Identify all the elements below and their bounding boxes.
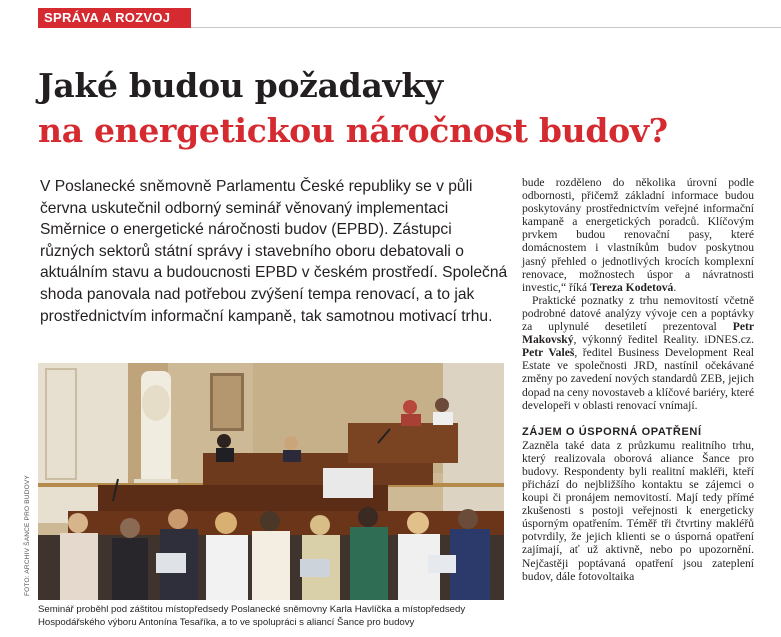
p2-text-1: Praktické poznatky z trhu nemovitostí včetně podrobné datové analýzy vývoje cen a poptávky za uplynulé desetiletí prezentoval xyxy=(522,293,754,334)
p2-text-3: , ředitel Business Development Real Estate ve společnosti JRD, nastínil očekávané změny po zavedení nových standardů ZEB, jejich dopad na ceny novostaveb a klíčové bariéry, které developeři v oblasti renovací vnímají. xyxy=(522,346,754,412)
p2-text-2: , výkonný ředitel Reality. iDNES.cz. xyxy=(573,333,754,347)
subheading: ZÁJEM O ÚSPORNÁ OPATŘENÍ xyxy=(522,425,702,438)
column-paragraph-2 xyxy=(522,294,754,412)
seminar-photo xyxy=(38,363,504,600)
lead-paragraph: V Poslanecké sněmovně Parlamentu České republiky se v půli června uskutečnil odborný seminář věnovaný implementaci Směrnice o energetické náročnosti budov (EPBD). Zástupci různých sektorů státní správy i stavebního oboru debatovali o aktuálním stavu a budoucnosti EPBD v českém prostředí. Společná shoda panovala nad potřebou zvýšení tempa renovací, a to jak prostřednictvím informační kampaně, tak samotnou motivací trhu. xyxy=(40,178,508,325)
p1-end: . xyxy=(673,280,677,294)
person-name: Tereza Kodetová xyxy=(589,280,674,294)
p1-text: bude rozděleno do několika úrovní podle odbornosti, přičemž základní informace budou poskytovány prostřednictvím veřejné informační kampaně a energetických poradců. Klíčovým prvkem budou renovační pasy, které domácnostem i vlastníkům budov poskytnou jasný přehled o jednotlivých krocích komplexní renovace, možnostech úspor a návratnosti investic,“ říká xyxy=(522,176,754,294)
headline-line-2: na energetickou náročnost budov? xyxy=(38,111,668,150)
photo-caption: Seminář proběhl pod záštitou místopředsedy Poslanecké sněmovny Karla Havlíčka a místopředsedy Hospodářského výboru Antonína Tesaříka, a to ve spolupráci s aliancí Šance pro budovy xyxy=(38,604,466,628)
section-label: SPRÁVA A ROZVOJ xyxy=(38,8,191,28)
headline-line-1: Jaké budou požadavky xyxy=(38,66,443,105)
article-column xyxy=(522,176,754,583)
column-paragraph-3: Zazněla také data z průzkumu realitního trhu, který realizovala oborová aliance Šance pro budovy. Respondenty byli realitní makléři, kteří přichází do nejbližšího kontaktu se zájemci o koupi či pronájem nemovitostí. Mají tedy přímé zkušenosti s postoji veřejnosti k energeticky úsporným opatřením. Téměř tři čtvrtiny makléřů potvrdily, že jejich klienti se o úsporná opatření zajímají, ať už aktivně, nebo po upozornění. Nejčastěji poptávaná opatření jsou zateplení budov, dále fotovoltaika xyxy=(522,438,754,583)
seminar-photo-illustration xyxy=(38,363,504,600)
photo-credit: FOTO: ARCHIV ŠANCE PRO BUDOVY xyxy=(24,475,31,596)
person-name: Petr Valeš xyxy=(522,346,575,360)
column-paragraph-1 xyxy=(522,176,754,294)
person-name: Petr Makovský xyxy=(522,320,754,347)
